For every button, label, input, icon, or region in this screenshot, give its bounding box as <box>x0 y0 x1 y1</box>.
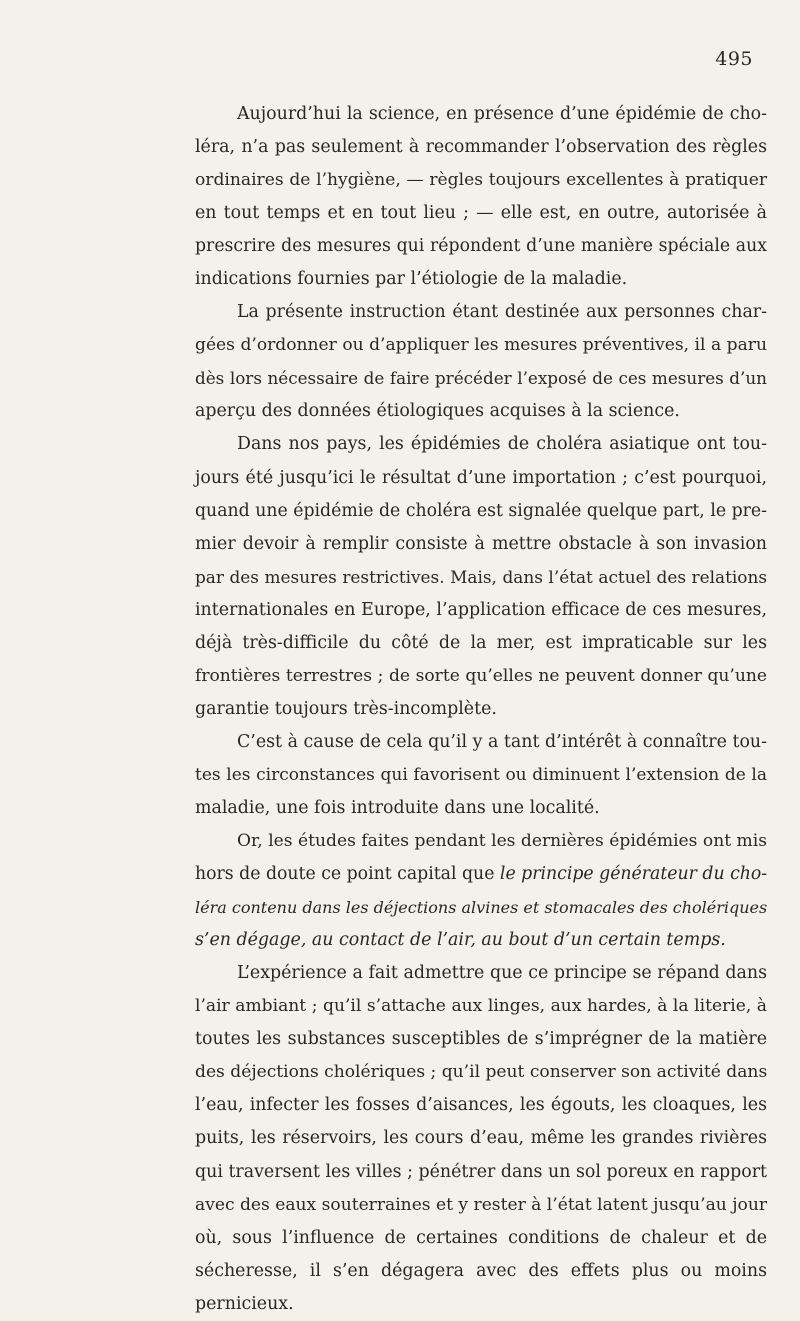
text-line <box>195 1056 767 1089</box>
text-line <box>195 759 767 792</box>
text-line-roman: déjà très-difficile du côté de la mer, est impraticable sur les <box>195 632 767 653</box>
page-number: 495 <box>715 48 753 70</box>
text-line <box>195 1189 767 1222</box>
text-line <box>195 957 767 990</box>
text-line <box>195 164 767 197</box>
text-line <box>195 825 767 858</box>
text-line-roman: indications fournies par l’étiologie de la maladie. <box>195 269 628 290</box>
text-line <box>195 230 767 263</box>
text-line-roman: mier devoir à remplir consiste à mettre obstacle à son invasion <box>195 533 767 554</box>
text-line-roman: en tout temps et en tout lieu ; — elle est, en outre, autorisée à <box>195 203 767 224</box>
text-line-roman: ordinaires de l’hygiène, — règles toujours excellentes à pratiquer <box>195 170 767 191</box>
text-line-roman: Dans nos pays, les épidémies de choléra asiatique ont tou- <box>237 434 767 455</box>
text-line-roman: par des mesures restrictives. Mais, dans l’état actuel des relations <box>195 566 767 587</box>
text-line-roman: l’air ambiant ; qu’il s’attache aux linges, aux hardes, à la literie, à <box>195 996 767 1017</box>
text-line-roman: dès lors nécessaire de faire précéder l’exposé de ces mesures d’un <box>195 368 767 389</box>
text-line <box>195 528 767 561</box>
text-line-roman: pernicieux. <box>195 1293 294 1314</box>
text-line-roman: où, sous l’influence de certaines conditions de chaleur et de <box>195 1227 767 1248</box>
body-text <box>195 98 767 1321</box>
text-line-roman: gées d’ordonner ou d’appliquer les mesures préventives, il a paru <box>195 335 767 356</box>
text-line-roman: avec des eaux souterraines et y rester à l’état latent jusqu’au jour <box>195 1194 768 1215</box>
text-line <box>195 627 767 660</box>
text-line-roman: aperçu des données étiologiques acquises à la science. <box>195 401 680 422</box>
text-line-roman: internationales en Europe, l’application efficace de ces mesures, <box>195 599 767 620</box>
text-line <box>195 891 767 924</box>
text-line-roman: jours été jusqu’ici le résultat d’une importation ; c’est pourquoi, <box>195 467 767 488</box>
text-line <box>195 1222 767 1255</box>
text-line <box>195 1255 767 1288</box>
text-line-roman: frontières terrestres ; de sorte qu’elles ne peuvent donner qu’une <box>195 665 767 686</box>
text-line <box>195 726 767 759</box>
text-line <box>195 1023 767 1056</box>
text-line <box>195 594 767 627</box>
text-line-roman: L’expérience a fait admettre que ce principe se répand dans <box>237 963 767 984</box>
text-line <box>195 792 767 825</box>
text-line <box>195 495 767 528</box>
text-line <box>195 1288 767 1321</box>
text-line <box>195 263 767 296</box>
text-line <box>195 561 767 594</box>
text-line <box>195 197 767 230</box>
text-line <box>195 693 767 726</box>
text-line-roman: Or, les études faites pendant les dernières épidémies ont mis <box>237 831 767 852</box>
text-line-roman: tes les circonstances qui favorisent ou diminuent l’extension de la <box>195 764 767 785</box>
text-line <box>195 395 767 428</box>
text-line <box>195 1156 767 1189</box>
text-line-roman: quand une épidémie de choléra est signalée quelque part, le pre- <box>195 500 767 521</box>
text-line-italic: le principe générateur du cho- <box>499 864 768 885</box>
text-line-roman: sécheresse, il s’en dégagera avec des effets plus ou moins <box>195 1260 767 1281</box>
text-line <box>195 362 767 395</box>
text-line <box>195 924 767 957</box>
text-line <box>195 1122 767 1155</box>
text-line <box>195 428 767 461</box>
text-line <box>195 1089 767 1122</box>
text-line <box>195 131 767 164</box>
text-line <box>195 462 767 495</box>
text-line-italic: léra contenu dans les déjections alvines et stomacales des cholériques <box>195 898 768 918</box>
text-line-roman: prescrire des mesures qui répondent d’une manière spéciale aux <box>195 236 767 257</box>
text-line-roman: garantie toujours très-incomplète. <box>195 698 497 719</box>
text-line-roman: l’eau, infecter les fosses d’aisances, les égouts, les cloaques, les <box>195 1095 767 1116</box>
text-line-roman: hors de doute ce point capital que <box>195 864 500 885</box>
text-line-roman: Aujourd’hui la science, en présence d’une épidémie de cho- <box>237 104 767 124</box>
text-line <box>195 990 767 1023</box>
text-line <box>195 98 767 131</box>
text-line <box>195 296 767 329</box>
text-line <box>195 660 767 693</box>
text-line-roman: C’est à cause de cela qu’il y a tant d’intérêt à connaître tou- <box>237 731 767 752</box>
text-line-roman: toutes les substances susceptibles de s’imprégner de la matière <box>195 1029 767 1050</box>
text-line-roman: maladie, une fois introduite dans une localité. <box>195 797 600 818</box>
text-line <box>195 858 767 891</box>
text-line-roman: des déjections cholériques ; qu’il peut conserver son activité dans <box>195 1062 768 1083</box>
text-line-roman: puits, les réservoirs, les cours d’eau, même les grandes rivières <box>195 1128 767 1149</box>
text-line-roman: La présente instruction étant destinée aux personnes char- <box>237 302 767 323</box>
text-line <box>195 329 767 362</box>
text-line-roman: léra, n’a pas seulement à recommander l’observation des règles <box>195 137 767 158</box>
text-line-italic: s’en dégage, au contact de l’air, au bout d’un certain temps. <box>195 930 726 951</box>
text-line-roman: qui traversent les villes ; pénétrer dans un sol poreux en rapport <box>195 1161 767 1182</box>
